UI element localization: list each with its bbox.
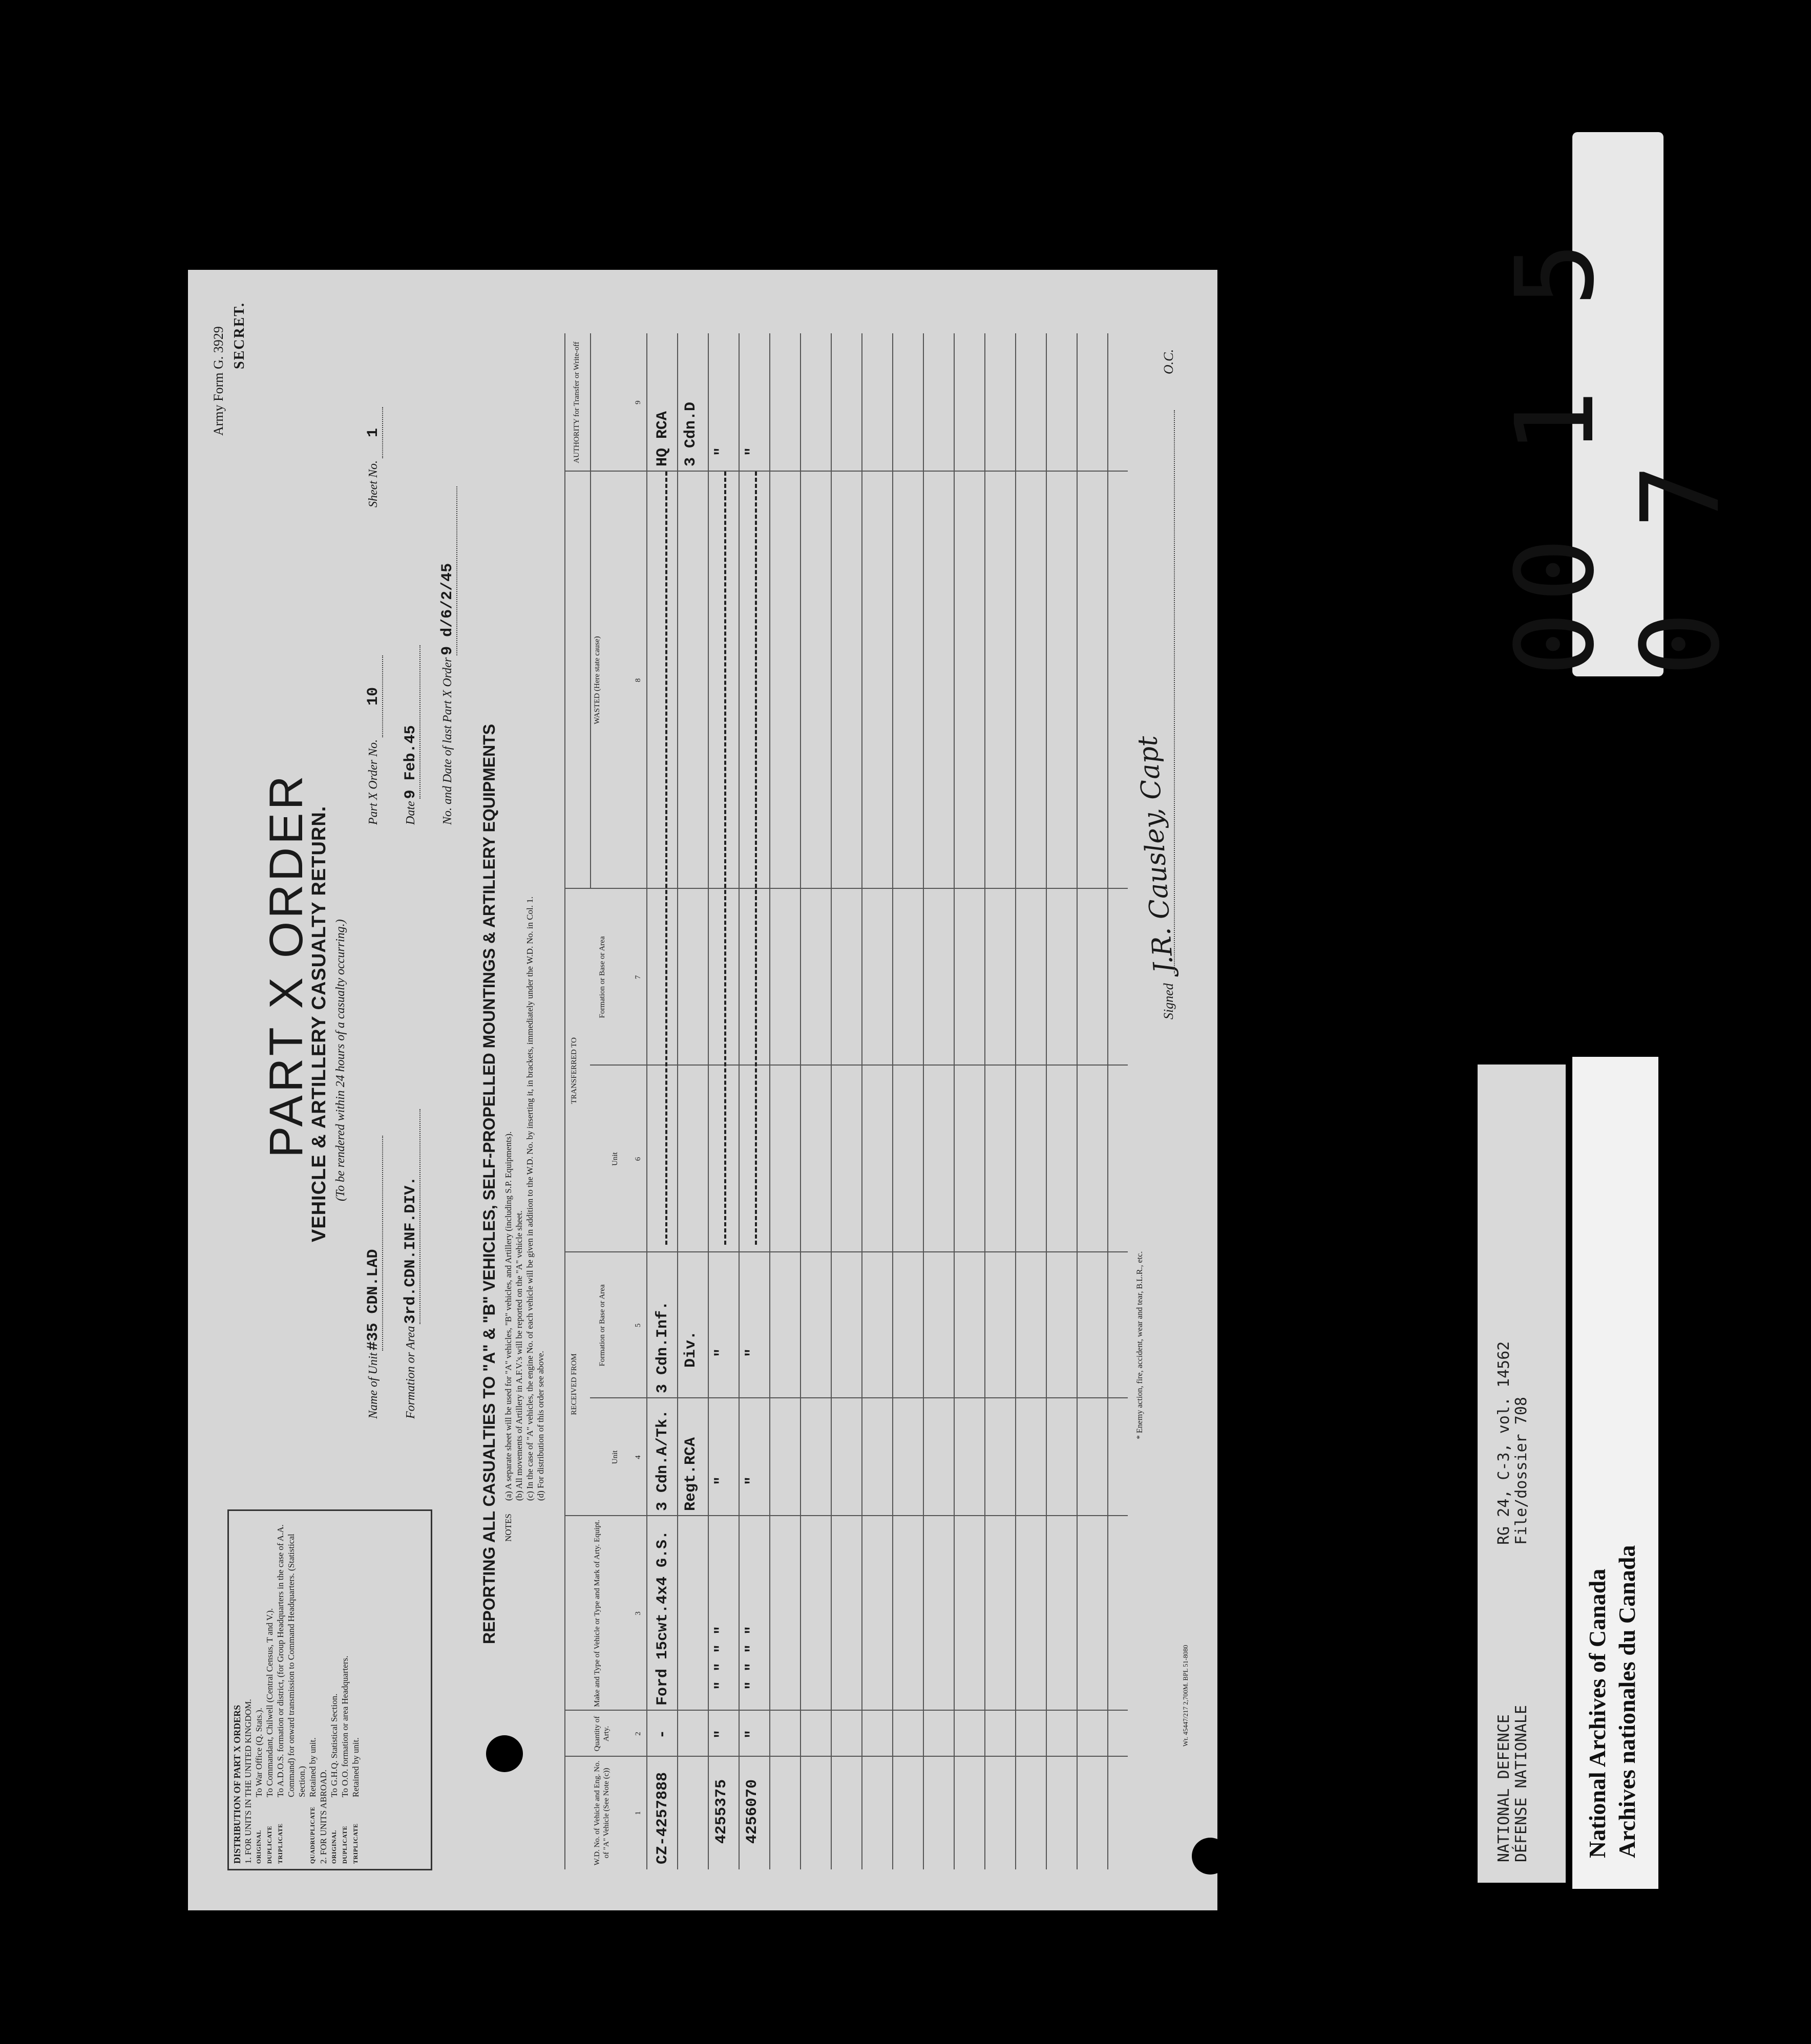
cell-authority: " bbox=[744, 446, 761, 456]
table-rule bbox=[708, 333, 709, 1869]
dist-value: To O.O. formation or area Headquarters. bbox=[340, 1655, 350, 1797]
cell-recv-unit: Regt.RCA bbox=[682, 1437, 700, 1511]
order-no-value: 10 bbox=[365, 655, 383, 737]
note-item: (b) All movements of Artillery in A.F.V.'s will be reported on the "A" vehicle sheet. bbox=[514, 1210, 524, 1501]
date-label: Date bbox=[404, 801, 417, 825]
note-item: (a) A separate sheet will be used for "A" vehicles, "B" vehicles, and Artillery (including S.P. Equipments). bbox=[503, 1131, 513, 1501]
archive-number-label bbox=[1492, 132, 1743, 676]
dist-key: TRIPLICATE bbox=[352, 1823, 359, 1864]
table-rule bbox=[1077, 333, 1078, 1869]
table-rule bbox=[1107, 333, 1108, 1869]
distribution-section2: 2. FOR UNITS ABROAD. bbox=[319, 1770, 328, 1864]
col-header-trans-unit: Unit bbox=[611, 1152, 619, 1166]
table-rule bbox=[564, 471, 1128, 472]
formation-label: Formation or Area bbox=[404, 1326, 417, 1419]
dist-key: QUADRUPLICATE bbox=[309, 1806, 316, 1864]
cell-recv-formation: " bbox=[744, 1348, 761, 1357]
form-card bbox=[188, 270, 1217, 1910]
nd-line: NATIONAL DEFENCE bbox=[1495, 1714, 1513, 1862]
unit-value: #35 CDN.LAD bbox=[365, 1136, 383, 1351]
cell-recv-unit: " bbox=[713, 1476, 730, 1485]
dist-value: Retained by unit. bbox=[308, 1737, 318, 1797]
nd-line: RG 24, C-3, vol. 14562 bbox=[1495, 1341, 1513, 1545]
table-rule bbox=[769, 333, 770, 1869]
group-header-received: RECEIVED FROM bbox=[570, 1353, 578, 1415]
cell-make: " " " " bbox=[713, 1625, 730, 1690]
cell-recv-formation: 3 Cdn.Inf. bbox=[654, 1301, 671, 1393]
formation-value: 3rd.CDN.INF.DIV. bbox=[402, 1109, 420, 1324]
table-rule bbox=[564, 1515, 1128, 1516]
col-number: 6 bbox=[634, 1157, 642, 1161]
dist-key: TRIPLICATE bbox=[277, 1823, 284, 1864]
cell-quantity: " bbox=[744, 1729, 761, 1739]
table-rule bbox=[1015, 333, 1016, 1869]
dist-value: To G.H.Q. Statistical Section. bbox=[329, 1693, 339, 1797]
table-rule bbox=[861, 333, 862, 1869]
table-rule bbox=[646, 333, 647, 1869]
col-header-authority: AUTHORITY for Transfer or Write-off bbox=[573, 342, 581, 463]
col-number: 5 bbox=[634, 1323, 642, 1328]
cell-authority: HQ RCA bbox=[654, 411, 671, 466]
last-order-value: 9 d/6/2/45 bbox=[439, 486, 457, 655]
cell-recv-unit: " bbox=[744, 1476, 761, 1485]
col-header-make-type: Make and Type of Vehicle or Type and Mark of Arty. Equipt. bbox=[593, 1520, 601, 1707]
note-item: (d) For distribution of this order see above. bbox=[536, 1351, 545, 1501]
cell-quantity: " bbox=[713, 1729, 730, 1739]
table-rule bbox=[800, 333, 801, 1869]
dist-key: ORIGINAL bbox=[330, 1829, 338, 1864]
table-rule bbox=[564, 1756, 1128, 1757]
notes-label: NOTES bbox=[503, 1514, 513, 1542]
dist-value: To A.D.O.S. formation or district, (for Group Headquarters in the case of A.A. Command) for onward transmission to Command Headquarters. (Statistical Section.) bbox=[276, 1524, 307, 1797]
cell-recv-formation: " bbox=[713, 1348, 730, 1357]
table-rule bbox=[892, 333, 893, 1869]
sheet-no-label: Sheet No. bbox=[367, 460, 380, 507]
nd-line: DÉFENSE NATIONALE bbox=[1512, 1705, 1530, 1862]
signature: J.R. Causley, Capt bbox=[1132, 735, 1180, 974]
date-value: 9 Feb.45 bbox=[402, 645, 420, 799]
col-header-wd-no: W.D. No. of Vehicle and Eng. No. of "A" Vehicle (See Note (c)) bbox=[593, 1760, 610, 1866]
cell-recv-unit: 3 Cdn.A/Tk. bbox=[654, 1409, 671, 1511]
archives-line-en: National Archives of Canada bbox=[1584, 1568, 1610, 1858]
distribution-section1: 1. FOR UNITS IN THE UNITED KINGDOM. bbox=[243, 1699, 253, 1864]
col-number: 4 bbox=[634, 1455, 642, 1459]
col-number: 8 bbox=[634, 678, 642, 683]
footnote: * Enemy action, fire, accident, wear and tear, B.L.R., etc. bbox=[1135, 1251, 1144, 1439]
page-title: PART X ORDER bbox=[260, 773, 312, 1158]
table-rule bbox=[564, 333, 565, 1869]
cell-recv-formation: Div. bbox=[682, 1330, 700, 1368]
col-header-recv-unit: Unit bbox=[611, 1450, 619, 1464]
form-number: Army Form G. 3929 bbox=[211, 326, 226, 436]
national-archives-label bbox=[1572, 1057, 1658, 1889]
table-rule bbox=[564, 888, 1128, 889]
signature-line bbox=[1174, 410, 1175, 973]
table-rule bbox=[590, 1397, 1128, 1398]
table-rule bbox=[831, 333, 832, 1869]
col-number: 1 bbox=[634, 1811, 642, 1815]
strike-dash bbox=[665, 472, 667, 1245]
casualty-table bbox=[188, 270, 1217, 1910]
col-header-recv-formation: Formation or Base or Area bbox=[598, 1284, 606, 1367]
punch-hole bbox=[486, 1735, 523, 1772]
cell-authority: 3 Cdn.D bbox=[682, 401, 700, 466]
table-rule bbox=[739, 333, 740, 1869]
last-order-label: No. and Date of last Part X Order bbox=[441, 657, 454, 825]
table-rule bbox=[564, 1251, 1128, 1252]
unit-label: Name of Unit bbox=[367, 1352, 380, 1419]
cell-wd-no: 4256070 bbox=[744, 1779, 761, 1844]
dist-key: DUPLICATE bbox=[341, 1825, 348, 1864]
group-header-transferred: TRANSFERRED TO bbox=[570, 1037, 578, 1104]
dist-value: To War Office (Q. Stats.). bbox=[254, 1708, 264, 1797]
dist-key: DUPLICATE bbox=[266, 1825, 273, 1864]
table-rule bbox=[954, 333, 955, 1869]
table-rule bbox=[1046, 333, 1047, 1869]
oc-label: O.C. bbox=[1161, 349, 1176, 374]
col-header-quantity: Quantity of Arty. bbox=[593, 1716, 610, 1752]
distribution-title: DISTRIBUTION OF PART X ORDERS bbox=[232, 1705, 242, 1864]
printer-mark: Wt. 45447/217 2,700M. BPL 51-8080 bbox=[1182, 1645, 1189, 1747]
archives-line-fr: Archives nationales du Canada bbox=[1614, 1545, 1640, 1858]
signed-label: Signed bbox=[1161, 983, 1176, 1019]
cell-authority: " bbox=[713, 446, 730, 456]
col-number: 9 bbox=[634, 400, 642, 404]
page-subtitle: VEHICLE & ARTILLERY CASUALTY RETURN. bbox=[308, 805, 330, 1242]
nd-line: File/dossier 708 bbox=[1512, 1397, 1530, 1545]
strike-dash bbox=[724, 472, 726, 1245]
sheet-no-value: 1 bbox=[365, 407, 383, 458]
col-number: 2 bbox=[634, 1732, 642, 1736]
table-rule bbox=[590, 1064, 1128, 1066]
punch-hole bbox=[1192, 1838, 1229, 1875]
archive-number: 00 1 5 0 7 bbox=[1492, 232, 1743, 676]
secret-stamp: SECRET. bbox=[231, 302, 247, 369]
dist-value: Retained by unit. bbox=[351, 1737, 361, 1797]
table-rule bbox=[923, 333, 924, 1869]
reporting-heading: REPORTING ALL CASUALTIES TO "A" & "B" VEHICLES, SELF-PROPELLED MOUNTINGS & ARTILLERY EQUIPMENTS bbox=[480, 723, 498, 1644]
cell-make: Ford 15cwt.4x4 G.S. bbox=[654, 1530, 671, 1706]
strike-dash bbox=[755, 472, 757, 1245]
cell-wd-no: CZ-4257888 bbox=[654, 1772, 671, 1864]
table-rule bbox=[677, 333, 678, 1869]
rendered-note: (To be rendered within 24 hours of a casualty occurring.) bbox=[334, 919, 347, 1201]
table-rule bbox=[984, 333, 985, 1869]
cell-quantity: - bbox=[654, 1729, 671, 1739]
table-rule bbox=[590, 333, 591, 889]
cell-wd-no: 4255375 bbox=[713, 1779, 730, 1844]
order-no-label: Part X Order No. bbox=[367, 739, 380, 825]
note-item: (c) In the case of "A" vehicles, the engine No. of each vehicle will be given in addition to the W.D. No. by inserting it, in brackets, immediately under the W.D. No. in Col. 1. bbox=[525, 897, 535, 1501]
col-number: 3 bbox=[634, 1611, 642, 1615]
table-rule bbox=[564, 1710, 1128, 1711]
col-header-trans-formation: Formation or Base or Area bbox=[598, 936, 606, 1018]
col-header-wasted: WASTED (Here state cause) bbox=[593, 636, 601, 725]
cell-make: " " " " bbox=[744, 1625, 761, 1690]
national-defence-label bbox=[1478, 1064, 1566, 1883]
col-number: 7 bbox=[634, 975, 642, 980]
dist-value: To Commandant, Chilwell (Central Census, T and V.). bbox=[265, 1608, 275, 1797]
dist-key: ORIGINAL bbox=[255, 1829, 262, 1864]
